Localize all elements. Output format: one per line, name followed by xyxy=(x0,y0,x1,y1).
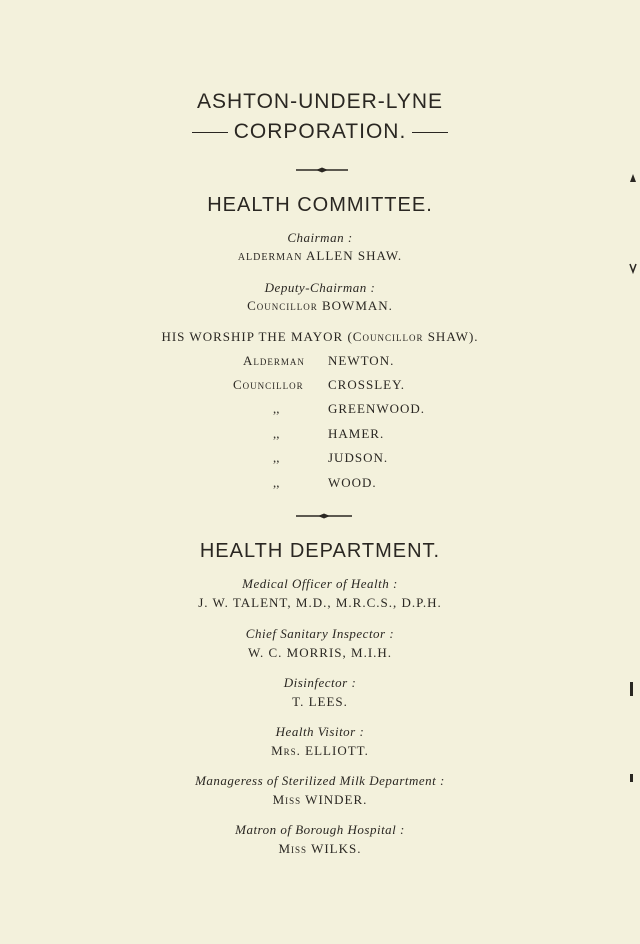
officer-role: Manageress of Sterilized Milk Department : xyxy=(195,773,445,788)
officer-name: WINDER. xyxy=(305,792,368,807)
member-name: WOOD. xyxy=(328,475,377,490)
officer-role: Disinfector : xyxy=(283,675,357,690)
officer-role: Medical Officer of Health : xyxy=(242,576,398,591)
deputy-title-wrap xyxy=(247,298,318,313)
scan-edge-mark xyxy=(630,682,633,696)
member-title: Councillor xyxy=(233,377,304,392)
officer-prefix: Miss xyxy=(278,841,308,856)
deputy-label: Deputy-Chairman : xyxy=(264,280,376,295)
officer-role: Health Visitor : xyxy=(275,724,365,739)
ornament-rule-top xyxy=(0,165,640,175)
deputy-name: BOWMAN. xyxy=(322,298,393,313)
chairman-line xyxy=(0,248,640,264)
mayor-prefix: HIS WORSHIP THE MAYOR ( xyxy=(161,329,353,344)
member-ditto: ,, xyxy=(273,401,280,416)
corporation-title-line xyxy=(0,120,640,144)
member-name: GREENWOOD. xyxy=(328,401,426,416)
member-ditto: ,, xyxy=(273,475,280,490)
officer-line xyxy=(0,841,640,857)
officer-name: J. W. TALENT, M.D., M.R.C.S., D.P.H. xyxy=(198,595,442,610)
officer-role: Chief Sanitary Inspector : xyxy=(245,626,395,641)
member-ditto: ,, xyxy=(273,450,280,465)
officer-line xyxy=(0,743,640,759)
chairman-name: ALLEN SHAW. xyxy=(306,248,403,263)
corporation-title: CORPORATION. xyxy=(233,120,407,143)
mayor-suffix: SHAW). xyxy=(423,329,479,344)
committee-heading: HEALTH COMMITTEE. xyxy=(207,194,433,216)
mayor-line xyxy=(0,329,640,345)
deputy-line xyxy=(0,298,640,314)
officer-prefix: Mrs. xyxy=(271,743,301,758)
member-ditto: ,, xyxy=(273,426,280,441)
member-title: Alderman xyxy=(243,353,305,368)
dash-right xyxy=(412,132,448,133)
chairman-title: ALDERMAN xyxy=(237,252,303,263)
chairman-label: Chairman : xyxy=(287,230,353,245)
member-name: JUDSON. xyxy=(328,450,389,465)
department-heading: HEALTH DEPARTMENT. xyxy=(199,540,441,562)
officer-name: T. LEES. xyxy=(292,694,348,709)
officer-role: Matron of Borough Hospital : xyxy=(235,822,405,837)
mayor-title: Councillor xyxy=(352,329,424,344)
officer-name: W. C. MORRIS, M.I.H. xyxy=(247,645,393,660)
officer-prefix: Miss xyxy=(272,792,302,807)
scan-edge-mark xyxy=(630,774,633,782)
deputy-title: Councillor xyxy=(247,298,318,313)
officer-name: ELLIOTT. xyxy=(305,743,369,758)
scan-edge-marks xyxy=(626,170,640,280)
dash-left xyxy=(192,132,228,133)
member-name: HAMER. xyxy=(328,426,385,441)
officer-name: WILKS. xyxy=(311,841,362,856)
corporation-town-title: ASHTON-UNDER-LYNE xyxy=(196,90,444,113)
member-name: CROSSLEY. xyxy=(328,377,406,392)
ornament-rule-middle xyxy=(0,511,640,521)
officer-line xyxy=(0,792,640,808)
member-name: NEWTON. xyxy=(328,353,395,368)
